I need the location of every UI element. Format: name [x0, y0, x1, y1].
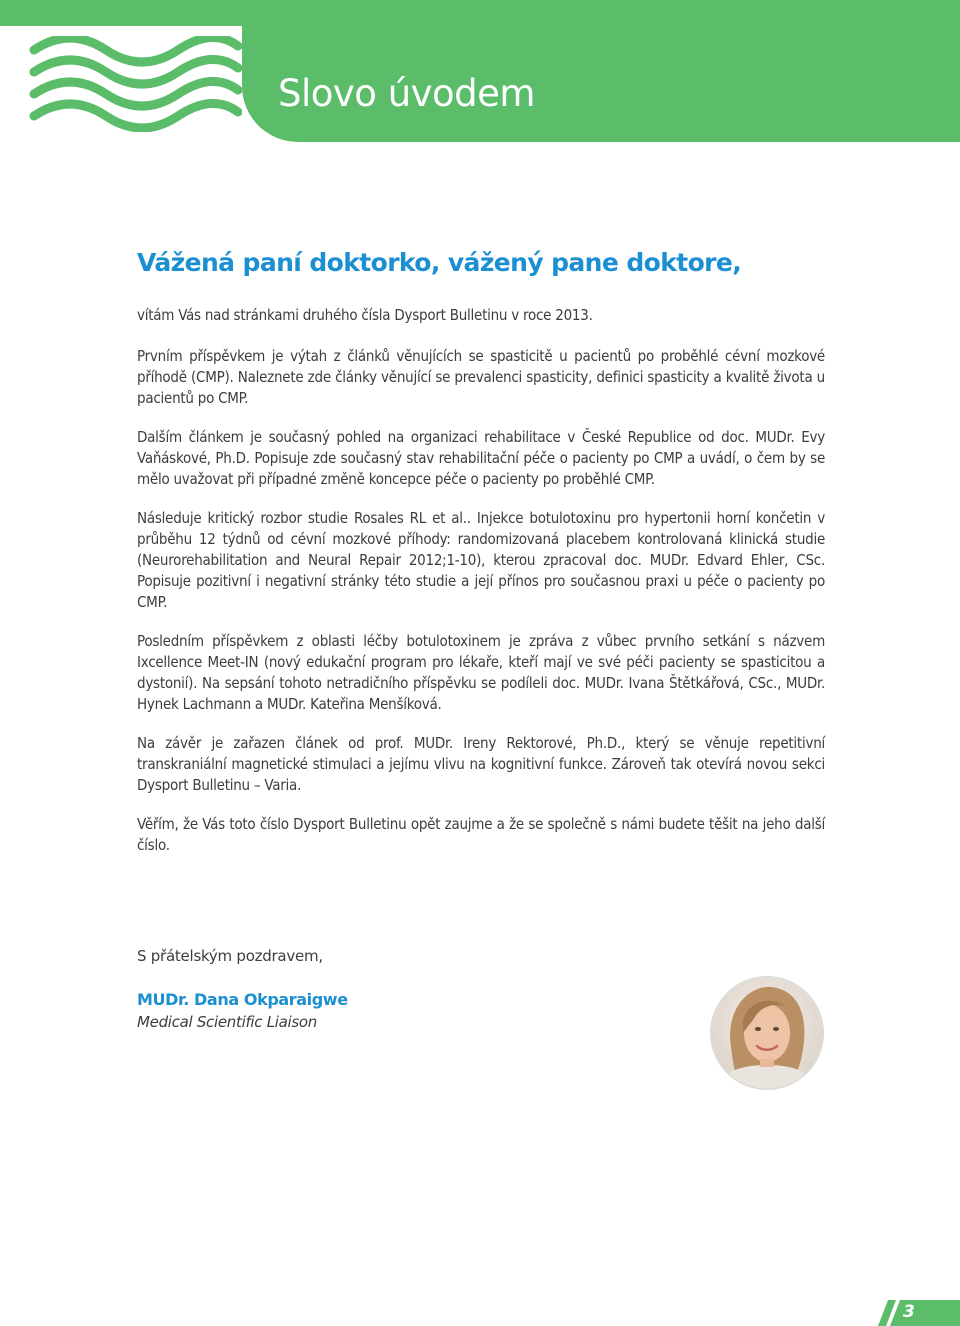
- portrait-photo: [711, 977, 823, 1089]
- paragraph-intro: vítám Vás nad stránkami druhého čísla Dysport Bulletinu v roce 2013.: [137, 306, 593, 324]
- closing-greeting: S přátelským pozdravem,: [137, 947, 323, 965]
- page-title: Slovo úvodem: [278, 72, 535, 115]
- signer-role: Medical Scientific Liaison: [137, 1013, 318, 1031]
- header-band: [0, 0, 960, 142]
- salutation-heading: Vážená paní doktorko, vážený pane doktore,: [137, 248, 742, 277]
- paragraph-conclusion: Věřím, že Vás toto číslo Dysport Bulletinu opět zaujme a že se společně s námi budete těšit na jeho další číslo.: [137, 815, 825, 854]
- portrait-illustration: [711, 977, 823, 1089]
- page-number: 3: [903, 1302, 915, 1322]
- page-number-badge: [878, 1300, 960, 1326]
- paragraph-rehabilitation: Dalším článkem je současný pohled na organizaci rehabilitace v České Republice od doc. MUDr. Evy Vaňáskové, Ph.D. Popisuje zde současný stav rehabilitační péče o pacienty po CMP a uvádí, o čem by se mělo uvažovat při případné změně koncepce péče o pacienty po proběhlé CMP.: [137, 428, 825, 488]
- paragraph-meeting-report: Posledním příspěvkem z oblasti léčby botulotoxinem je zpráva z vůbec prvního setkání s názvem Ixcellence Meet-IN (nový edukační program pro lékaře, kteří mají ve své péči pacienty se spasticitou a dystonií). Na sepsání tohoto netradičního příspěvku se podíleli doc. MUDr. Ivana Štětkářová, CSc., MUDr. Hynek Lachmann a MUDr. Kateřina Menšíková.: [137, 632, 825, 713]
- paragraph-study-review: Následuje kritický rozbor studie Rosales RL et al.. Injekce botulotoxinu pro hypertonii horní končetin v průběhu 12 týdnů od cévní mozkové příhody: randomizovaná placebem kontrolovaná klinická studie (Neurorehabilitation and Neural Repair 2012;1-10), kterou zpracoval doc. MUDr. Edvard Ehler, CSc. Popisuje pozitivní i negativní stránky této studie a její přínos pro současnou praxi u péče o pacienty po CMP.: [137, 509, 825, 611]
- paragraph-varia: Na závěr je zařazen článek od prof. MUDr. Ireny Rektorové, Ph.D., který se věnuje repetitivní transkraniální magnetické stimulaci a jejímu vlivu na kognitivní funkce. Zároveň tak otevírá novou sekci Dysport Bulletinu – Varia.: [137, 734, 825, 794]
- header-top-strip: [0, 0, 960, 26]
- wave-logo-icon: [28, 36, 242, 132]
- signer-name: MUDr. Dana Okparaigwe: [137, 990, 348, 1009]
- paragraph-spasticity: Prvním příspěvkem je výtah z článků věnujících se spasticitě u pacientů po proběhlé cévní mozkové příhodě (CMP). Naleznete zde články věnující se prevalenci spasticity, definici spasticity a kvalitě života u pacientů po CMP.: [137, 347, 825, 407]
- letter-body: [137, 248, 825, 874]
